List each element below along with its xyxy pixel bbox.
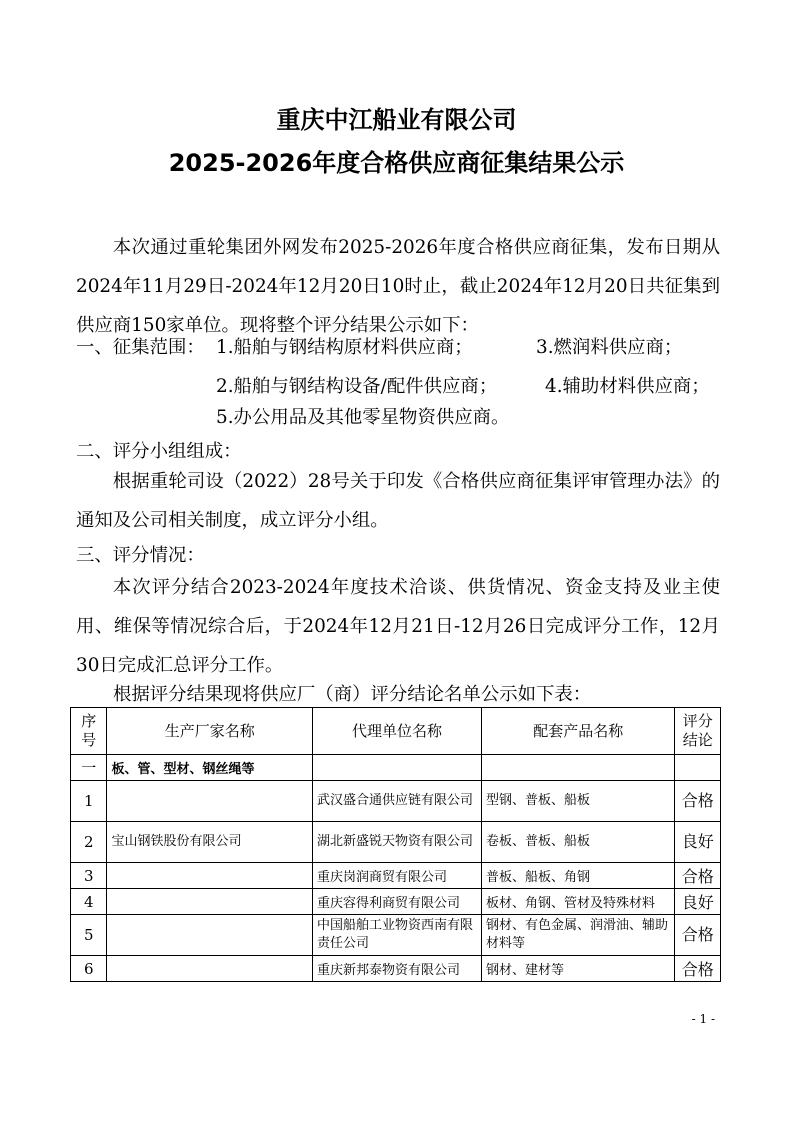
row-rating: 合格 (675, 781, 721, 822)
section3-heading: 三、评分情况： (76, 545, 205, 566)
row-maker (107, 781, 313, 822)
row-agent: 重庆岗润商贸有限公司 (312, 863, 481, 889)
scope-item-5: 5.办公用品及其他零星物资供应商。 (216, 407, 510, 428)
row-no: 5 (71, 915, 107, 956)
row-no: 1 (71, 781, 107, 822)
section2-paragraph: 根据重轮司设（2022）28号关于印发《合格供应商征集评审管理办法》的通知及公司相关制度，成立评分小组。 (76, 471, 720, 531)
scope-item-4: 4.辅助材料供应商； (545, 376, 710, 397)
row-agent: 武汉盛合通供应链有限公司 (312, 781, 481, 822)
table-row (71, 822, 721, 863)
table-intro: 根据评分结果现将供应厂（商）评分结论名单公示如下表： (113, 684, 592, 705)
category-row (71, 755, 721, 781)
row-rating: 良好 (675, 822, 721, 863)
page-number: - 1 - (691, 1012, 715, 1026)
header-maker: 生产厂家名称 (107, 708, 313, 755)
document-subtitle: 2025-2026年度合格供应商征集结果公示 (168, 149, 625, 177)
row-no: 3 (71, 863, 107, 889)
row-no: 6 (71, 956, 107, 982)
scope-item-3: 3.燃润料供应商； (536, 337, 683, 358)
table-row (71, 915, 721, 956)
category-label: 板、管、型材、钢丝绳等 (107, 755, 313, 781)
row-products: 普板、船板、角钢 (482, 863, 675, 889)
table-row (71, 956, 721, 982)
document-title: 重庆中江船业有限公司 (276, 106, 517, 134)
row-no: 2 (71, 822, 107, 863)
row-maker: 宝山钢铁股份有限公司 (107, 822, 313, 863)
scope-heading: 一、征集范围： (76, 337, 205, 358)
row-products: 钢材、建材等 (482, 956, 675, 982)
table-row (71, 863, 721, 889)
category-empty-cell (312, 755, 481, 781)
row-agent: 重庆新邦泰物资有限公司 (312, 956, 481, 982)
row-maker (107, 863, 313, 889)
scope-item-1: 1.船舶与钢结构原材料供应商； (216, 337, 473, 358)
row-agent: 湖北新盛锐天物资有限公司 (312, 822, 481, 863)
row-maker (107, 956, 313, 982)
supplier-table (70, 707, 721, 982)
row-agent: 重庆容得利商贸有限公司 (312, 889, 481, 915)
section3-paragraph: 本次评分结合2023-2024年度技术洽谈、供货情况、资金支持及业主使用、维保等情况综合后，于2024年12月21日-12月26日完成评分工作，12月30日完成汇总评分工作。 (76, 577, 720, 676)
row-products: 型钢、普板、船板 (482, 781, 675, 822)
row-products: 钢材、有色金属、润滑油、辅助材料等 (482, 915, 675, 956)
row-no: 4 (71, 889, 107, 915)
table-header-row (71, 708, 721, 755)
row-rating: 良好 (675, 889, 721, 915)
row-rating: 合格 (675, 915, 721, 956)
intro-paragraph: 本次通过重轮集团外网发布2025-2026年度合格供应商征集，发布日期从2024年11月29日-2024年12月20日10时止，截止2024年12月20日共征集到供应商150家单位。现将整个评分结果公示如下： (76, 237, 720, 336)
row-rating: 合格 (675, 863, 721, 889)
table-row (71, 781, 721, 822)
category-empty-cell (482, 755, 675, 781)
category-no: 一 (71, 755, 107, 781)
scope-item-2: 2.船舶与钢结构设备/配件供应商； (216, 376, 498, 397)
row-products: 板材、角钢、管材及特殊材料 (482, 889, 675, 915)
row-maker (107, 889, 313, 915)
row-maker (107, 915, 313, 956)
header-products: 配套产品名称 (482, 708, 675, 755)
section2-heading: 二、评分小组组成： (76, 441, 242, 462)
header-agent: 代理单位名称 (312, 708, 481, 755)
row-rating: 合格 (675, 956, 721, 982)
row-agent: 中国船舶工业物资西南有限责任公司 (312, 915, 481, 956)
header-no: 序号 (71, 708, 107, 755)
table-row (71, 889, 721, 915)
category-empty-cell (675, 755, 721, 781)
header-rating: 评分结论 (675, 708, 721, 755)
row-products: 卷板、普板、船板 (482, 822, 675, 863)
